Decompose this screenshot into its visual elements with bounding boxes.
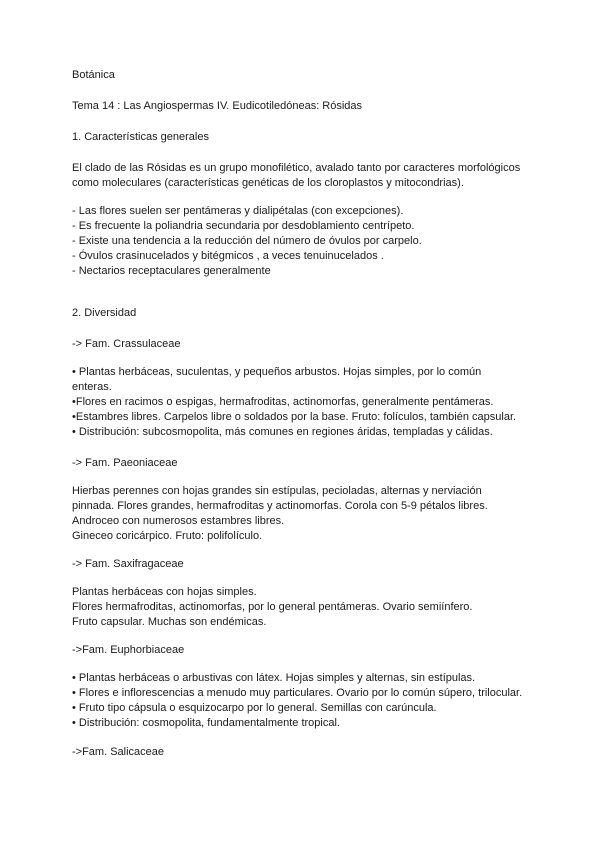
list-item: - Existe una tendencia a la reducción del número de óvulos por carpelo. xyxy=(72,235,422,247)
paragraph-line: • Flores e inflorescencias a menudo muy particulares. Ovario por lo común súpero, trilocular. xyxy=(72,687,523,699)
paragraph-line: como moleculares (características genéticas de los cloroplastos y mitocondrias). xyxy=(72,177,464,189)
section-heading: 2. Diversidad xyxy=(72,307,137,319)
family-heading: -> Fam. Paeoniaceae xyxy=(72,457,178,469)
paragraph-line: Gineceo coricárpico. Fruto: polifolículo. xyxy=(72,530,263,542)
paragraph-line: • Plantas herbáceas, suculentas, y pequeños arbustos. Hojas simples, por lo común xyxy=(72,366,482,378)
paragraph-line: • Distribución: subcosmopolita, más comunes en regiones áridas, templadas y cálidas. xyxy=(72,426,493,438)
paragraph-line: Flores hermafroditas, actinomorfas, por lo general pentámeras. Ovario semiínfero. xyxy=(72,601,473,613)
family-heading: -> Fam. Crassulaceae xyxy=(72,338,181,350)
paragraph-line: • Plantas herbáceas o arbustivas con látex. Hojas simples y alternas, sin estípulas. xyxy=(72,672,476,684)
list-item: - Óvulos crasinucelados y bitégmicos , a veces tenuinucelados . xyxy=(72,250,384,262)
paragraph-line: El clado de las Rósidas es un grupo monofilético, avalado tanto por caracteres morfológicos xyxy=(72,162,521,174)
list-item: - Es frecuente la poliandria secundaria por desdoblamiento centrípeto. xyxy=(72,220,415,232)
paragraph-line: •Flores en racimos o espigas, hermafroditas, actinomorfas, generalmente pentámeras. xyxy=(72,396,494,408)
paragraph-line: Androceo con numerosos estambres libres. xyxy=(72,515,285,527)
paragraph-line: pinnada. Flores grandes, hermafroditas y actinomorfas. Corola con 5-9 pétalos libres. xyxy=(72,500,488,512)
paragraph-line: Hierbas perennes con hojas grandes sin estípulas, pecioladas, alternas y nerviación xyxy=(72,485,482,497)
topic-title: Tema 14 : Las Angiospermas IV. Eudicotiledóneas: Rósidas xyxy=(72,100,363,112)
paragraph-line: enteras. xyxy=(72,381,112,393)
list-item: - Las flores suelen ser pentámeras y dialipétalas (con excepciones). xyxy=(72,205,404,217)
section-heading: 1. Características generales xyxy=(72,131,209,143)
list-item: - Nectarios receptaculares generalmente xyxy=(72,265,271,277)
subject-title: Botánica xyxy=(72,69,115,81)
family-heading: -> Fam. Saxifragaceae xyxy=(72,558,184,570)
paragraph-line: Fruto capsular. Muchas son endémicas. xyxy=(72,616,267,628)
family-heading: ->Fam. Euphorbiaceae xyxy=(72,644,185,656)
paragraph-line: • Fruto tipo cápsula o esquizocarpo por lo general. Semillas con carúncula. xyxy=(72,702,437,714)
paragraph-line: • Distribución: cosmopolita, fundamentalmente tropical. xyxy=(72,717,340,729)
paragraph-line: Plantas herbáceas con hojas simples. xyxy=(72,586,257,598)
paragraph-line: •Estambres libres. Carpelos libre o soldados por la base. Fruto: folículos, también capsular. xyxy=(72,411,517,423)
family-heading: ->Fam. Salicaceae xyxy=(72,746,165,758)
